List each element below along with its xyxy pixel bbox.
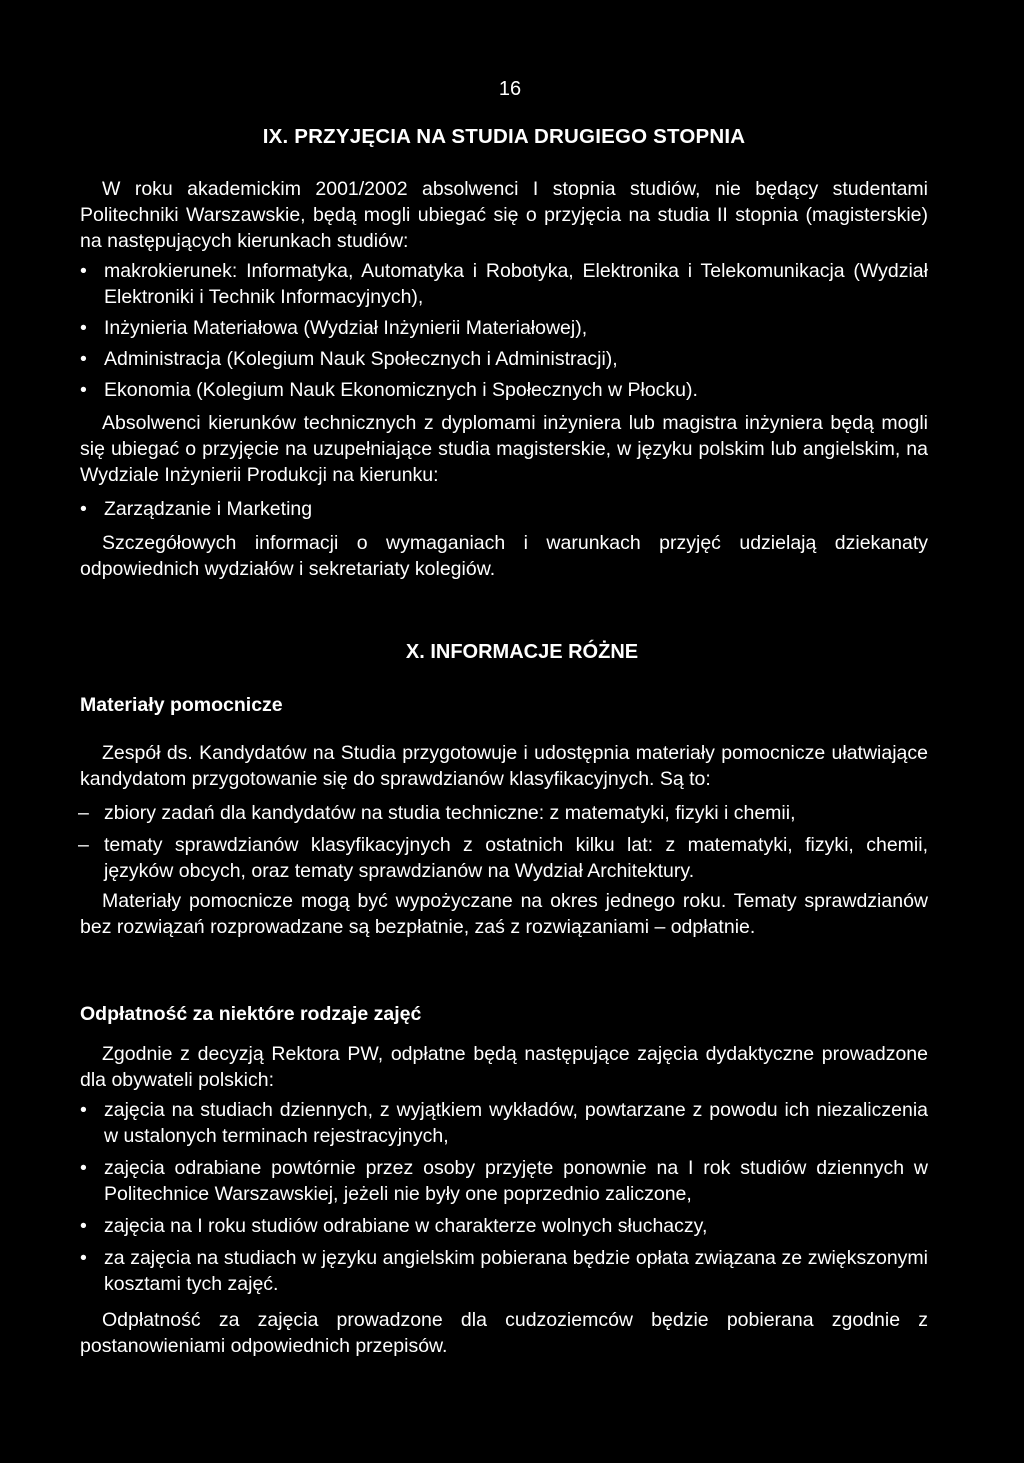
subsection-para: Zespół ds. Kandydatów na Studia przygotowuje i udostępnia materiały pomocnicze ułatwiające kandydatom przygotowanie się do sprawdzianów klasyfikacyjnych. Są to:	[80, 742, 928, 790]
list-item: • zajęcia na studiach dziennych, z wyjątkiem wykładów, powtarzane z powodu ich niezaliczenia w ustalonych terminach rejestracyjnych,	[80, 1097, 928, 1149]
subsection-heading: Materiały pomocnicze	[80, 694, 283, 716]
section-9-list-2	[80, 496, 928, 522]
section-9-list	[80, 258, 928, 403]
list-item: • Administracja (Kolegium Nauk Społecznych i Administracji),	[80, 346, 928, 372]
section-9-body	[80, 176, 928, 403]
page-number: 16	[498, 78, 522, 100]
list-item: • Zarządzanie i Marketing	[80, 496, 928, 522]
section-9-title: IX. PRZYJĘCIA NA STUDIA DRUGIEGO STOPNIA	[262, 125, 746, 148]
dash-list	[80, 800, 928, 884]
list-item: • makrokierunek: Informatyka, Automatyka i Robotyka, Elektronika i Telekomunikacja (Wydział Elektroniki i Technik Informacyjnych),	[80, 258, 928, 310]
list-item: • Inżynieria Materiałowa (Wydział Inżynierii Materiałowej),	[80, 315, 928, 341]
section-9-para-3: Szczegółowych informacji o wymaganiach i warunkach przyjęć udzielają dziekanaty odpowiednich wydziałów i sekretariaty kolegiów.	[80, 532, 928, 580]
section-9-body-2	[80, 410, 928, 522]
subsection-heading: Odpłatność za niektóre rodzaje zajęć	[80, 1003, 422, 1025]
section-9-para-2: Absolwenci kierunków technicznych z dyplomami inżyniera lub magistra inżyniera będą mogli się ubiegać o przyjęcie na uzupełniające studia magisterskie, w języku polskim lub angielskim, na Wydziale Inżynierii Produkcji na kierunku:	[80, 412, 928, 486]
subsection-materialy	[80, 692, 928, 940]
subsection-odplatnosc	[80, 1001, 928, 1359]
list-item: • Ekonomia (Kolegium Nauk Ekonomicznych i Społecznych w Płocku).	[80, 377, 928, 403]
section-9-body-3	[80, 530, 928, 582]
bullet-list	[80, 1097, 928, 1297]
list-item: – zbiory zadań dla kandydatów na studia techniczne: z matematyki, fizyki i chemii,	[80, 800, 928, 826]
section-9-intro: W roku akademickim 2001/2002 absolwenci I stopnia studiów, nie będący studentami Politechniki Warszawskie, będą mogli ubiegać się o przyjęcia na studia II stopnia (magisterskie) na następujących kierunkach studiów:	[80, 178, 928, 252]
subsection-para-2: Odpłatność za zajęcia prowadzone dla cudzoziemców będzie pobierana zgodnie z postanowieniami odpowiednich przepisów.	[80, 1309, 928, 1357]
list-item: • za zajęcia na studiach w języku angielskim pobierana będzie opłata związana ze zwiększonymi kosztami tych zajęć.	[80, 1245, 928, 1297]
list-item: • zajęcia odrabiane powtórnie przez osoby przyjęte ponownie na I rok studiów dziennych w Politechnice Warszawskiej, jeżeli nie były one poprzednio zaliczone,	[80, 1155, 928, 1207]
subsection-para: Zgodnie z decyzją Rektora PW, odpłatne będą następujące zajęcia dydaktyczne prowadzone dla obywateli polskich:	[80, 1043, 928, 1091]
section-10-title: X. INFORMACJE RÓŻNE	[405, 641, 639, 663]
list-item: – tematy sprawdzianów klasyfikacyjnych z ostatnich kilku lat: z matematyki, fizyki, chemii, języków obcych, oraz tematy sprawdzianów na Wydział Architektury.	[80, 832, 928, 884]
list-item: • zajęcia na I roku studiów odrabiane w charakterze wolnych słuchaczy,	[80, 1213, 928, 1239]
subsection-para-2: Materiały pomocnicze mogą być wypożyczane na okres jednego roku. Tematy sprawdzianów bez rozwiązań rozprowadzane są bezpłatnie, zaś z rozwiązaniami – odpłatnie.	[80, 890, 928, 938]
